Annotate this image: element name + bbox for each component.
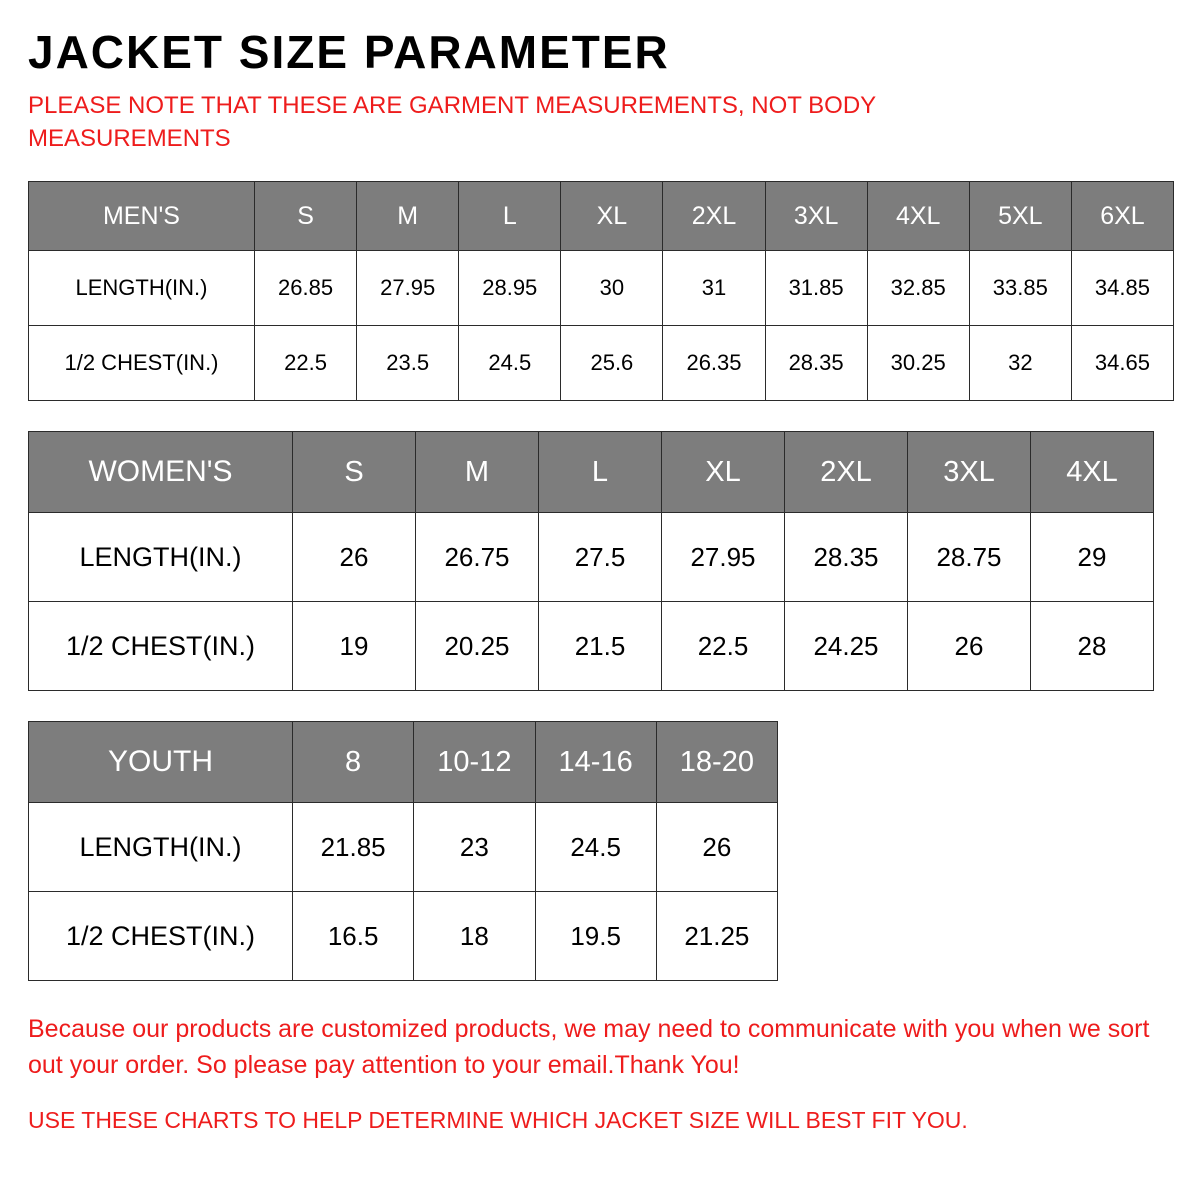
table-cell: 31.85 (765, 251, 867, 326)
row-label: LENGTH(IN.) (29, 513, 293, 602)
table-cell: 28.75 (908, 513, 1031, 602)
row-label: 1/2 CHEST(IN.) (29, 326, 255, 401)
page-title: JACKET SIZE PARAMETER (28, 26, 670, 78)
table-cell: 29 (1031, 513, 1154, 602)
size-header-cell: 5XL (969, 182, 1071, 251)
table-cell: 24.25 (785, 602, 908, 691)
table-header-row (29, 432, 1154, 513)
table-cell: 34.85 (1071, 251, 1173, 326)
table-cell: 28 (1031, 602, 1154, 691)
size-header-cell: 3XL (908, 432, 1031, 513)
row-label: LENGTH(IN.) (29, 251, 255, 326)
size-header-cell: 8 (293, 722, 414, 803)
size-header-cell: L (459, 182, 561, 251)
table-cell: 24.5 (535, 803, 656, 892)
row-label: LENGTH(IN.) (29, 803, 293, 892)
table-cell: 28.95 (459, 251, 561, 326)
size-header-cell: 18-20 (656, 722, 777, 803)
table-cell: 26.75 (416, 513, 539, 602)
table-cell: 23 (414, 803, 535, 892)
category-label: WOMEN'S (29, 432, 293, 513)
table-row (29, 326, 1174, 401)
size-header-cell: 3XL (765, 182, 867, 251)
size-header-cell: 4XL (867, 182, 969, 251)
table-cell: 26 (908, 602, 1031, 691)
table-row (29, 803, 778, 892)
size-header-cell: 10-12 (414, 722, 535, 803)
table-row (29, 513, 1154, 602)
size-header-cell: 2XL (663, 182, 765, 251)
table-cell: 21.85 (293, 803, 414, 892)
table-header-row (29, 182, 1174, 251)
table-cell: 22.5 (255, 326, 357, 401)
size-header-cell: 14-16 (535, 722, 656, 803)
table-row (29, 602, 1154, 691)
category-label: YOUTH (29, 722, 293, 803)
table-cell: 28.35 (765, 326, 867, 401)
table-cell: 32.85 (867, 251, 969, 326)
table-row (29, 251, 1174, 326)
table-cell: 22.5 (662, 602, 785, 691)
table-cell: 26 (656, 803, 777, 892)
table-cell: 16.5 (293, 892, 414, 981)
table-cell: 19.5 (535, 892, 656, 981)
table-cell: 30.25 (867, 326, 969, 401)
row-label: 1/2 CHEST(IN.) (29, 892, 293, 981)
table-cell: 26.35 (663, 326, 765, 401)
table-cell: 28.35 (785, 513, 908, 602)
table-cell: 30 (561, 251, 663, 326)
size-header-cell: S (293, 432, 416, 513)
table-cell: 25.6 (561, 326, 663, 401)
customization-note: Because our products are customized products, we may need to communicate with you when we sort out your order. So please pay attention to your email.Thank You! (28, 1015, 1150, 1080)
table-cell: 27.5 (539, 513, 662, 602)
table-cell: 24.5 (459, 326, 561, 401)
table-cell: 26 (293, 513, 416, 602)
table-cell: 33.85 (969, 251, 1071, 326)
table-cell: 34.65 (1071, 326, 1173, 401)
table-cell: 32 (969, 326, 1071, 401)
table-cell: 27.95 (357, 251, 459, 326)
size-header-cell: XL (561, 182, 663, 251)
size-header-cell: 6XL (1071, 182, 1173, 251)
category-label: MEN'S (29, 182, 255, 251)
table-cell: 18 (414, 892, 535, 981)
size-header-cell: 2XL (785, 432, 908, 513)
garment-measurement-note: PLEASE NOTE THAT THESE ARE GARMENT MEASUREMENTS, NOT BODY MEASUREMENTS (28, 92, 876, 152)
table-cell: 26.85 (255, 251, 357, 326)
chart-usage-note: USE THESE CHARTS TO HELP DETERMINE WHICH JACKET SIZE WILL BEST FIT YOU. (28, 1106, 968, 1133)
youth-size-table (28, 721, 778, 981)
womens-size-table (28, 431, 1154, 691)
mens-size-table (28, 181, 1174, 401)
row-label: 1/2 CHEST(IN.) (29, 602, 293, 691)
size-header-cell: M (416, 432, 539, 513)
table-header-row (29, 722, 778, 803)
table-cell: 27.95 (662, 513, 785, 602)
table-cell: 20.25 (416, 602, 539, 691)
table-cell: 23.5 (357, 326, 459, 401)
size-header-cell: S (255, 182, 357, 251)
table-row (29, 892, 778, 981)
table-cell: 21.5 (539, 602, 662, 691)
size-header-cell: 4XL (1031, 432, 1154, 513)
size-header-cell: XL (662, 432, 785, 513)
table-cell: 31 (663, 251, 765, 326)
size-header-cell: M (357, 182, 459, 251)
table-cell: 21.25 (656, 892, 777, 981)
table-cell: 19 (293, 602, 416, 691)
size-header-cell: L (539, 432, 662, 513)
